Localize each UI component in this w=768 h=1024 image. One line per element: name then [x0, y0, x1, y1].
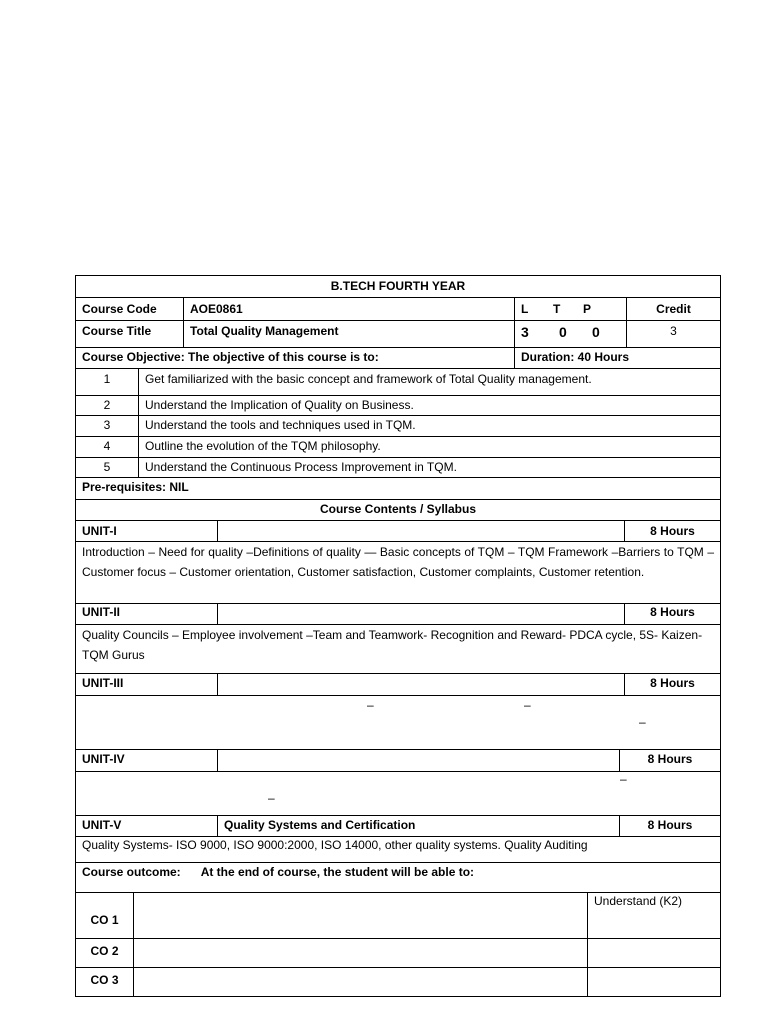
dash-mark: – — [620, 772, 627, 786]
objective-text: Understand the tools and techniques used in TQM. — [138, 415, 721, 437]
co-description — [133, 892, 588, 939]
table-title: B.TECH FOURTH YEAR — [75, 275, 721, 298]
unit-label: UNIT-I — [75, 520, 218, 542]
objective-num: 5 — [75, 457, 139, 478]
course-title-label: Course Title — [75, 320, 184, 348]
ltp-values — [514, 320, 627, 348]
unit-title — [217, 603, 625, 625]
unit-title — [217, 749, 620, 772]
objective-heading: Course Objective: The objective of this course is to: — [75, 347, 515, 369]
ltp-p-label: P — [583, 302, 592, 316]
objective-num: 2 — [75, 395, 139, 416]
unit-content: Introduction – Need for quality –Definitions of quality — Basic concepts of TQM – TQM Framework –Barriers to TQM – Customer focus – Customer orientation, Customer satisfaction, Customer complaints, Customer retention. — [75, 541, 721, 604]
unit-title — [217, 520, 625, 542]
outcome-subheading: At the end of course, the student will be able to: — [200, 865, 475, 879]
ltp-l-value: 3 — [521, 324, 529, 340]
unit-label: UNIT-IV — [75, 749, 218, 772]
outcome-heading: Course outcome: — [82, 865, 181, 879]
syllabus-heading: Course Contents / Syllabus — [75, 499, 721, 521]
unit-hours: 8 Hours — [624, 673, 721, 696]
course-title-value: Total Quality Management — [183, 320, 515, 348]
objective-num: 3 — [75, 415, 139, 437]
dash-mark: – — [367, 698, 374, 712]
course-code-label: Course Code — [75, 297, 184, 321]
ltp-l-label: L — [521, 302, 529, 316]
ltp-t-value: 0 — [559, 324, 567, 340]
ltp-t-label: T — [553, 302, 561, 316]
unit-title — [217, 673, 625, 696]
unit-content — [75, 695, 721, 750]
unit-label: UNIT-III — [75, 673, 218, 696]
unit-hours: 8 Hours — [624, 603, 721, 625]
duration: Duration: 40 Hours — [514, 347, 721, 369]
dash-mark: – — [639, 715, 646, 729]
objective-num: 4 — [75, 436, 139, 458]
objective-text: Understand the Continuous Process Improvement in TQM. — [138, 457, 721, 478]
objective-text: Outline the evolution of the TQM philosophy. — [138, 436, 721, 458]
unit-label: UNIT-V — [75, 815, 218, 837]
ltp-header — [514, 297, 627, 321]
co-description — [133, 967, 588, 997]
objective-text: Get familiarized with the basic concept and framework of Total Quality management. — [138, 368, 721, 396]
unit-hours: 8 Hours — [619, 815, 721, 837]
outcome-heading-row — [75, 862, 721, 893]
prerequisites: Pre-requisites: NIL — [75, 477, 721, 500]
co-label: CO 2 — [75, 938, 134, 968]
unit-content: Quality Systems- ISO 9000, ISO 9000:2000, ISO 14000, other quality systems. Quality Auditing — [75, 836, 721, 863]
ltp-p-value: 0 — [592, 324, 600, 340]
course-code-value: AOE0861 — [183, 297, 515, 321]
co-description — [133, 938, 588, 968]
dash-mark: – — [524, 698, 531, 712]
co-level — [587, 938, 721, 968]
co-label: CO 3 — [75, 967, 134, 997]
co-label: CO 1 — [75, 892, 134, 939]
credit-value: 3 — [626, 320, 721, 348]
unit-hours: 8 Hours — [624, 520, 721, 542]
unit-content: Quality Councils – Employee involvement –Team and Teamwork- Recognition and Reward- PDCA cycle, 5S- Kaizen- TQM Gurus — [75, 624, 721, 674]
unit-hours: 8 Hours — [619, 749, 721, 772]
co-level: Understand (K2) — [587, 892, 721, 939]
objective-text: Understand the Implication of Quality on Business. — [138, 395, 721, 416]
unit-title: Quality Systems and Certification — [217, 815, 620, 837]
co-level — [587, 967, 721, 997]
dash-mark: – — [268, 791, 275, 805]
objective-num: 1 — [75, 368, 139, 396]
credit-label: Credit — [626, 297, 721, 321]
unit-label: UNIT-II — [75, 603, 218, 625]
